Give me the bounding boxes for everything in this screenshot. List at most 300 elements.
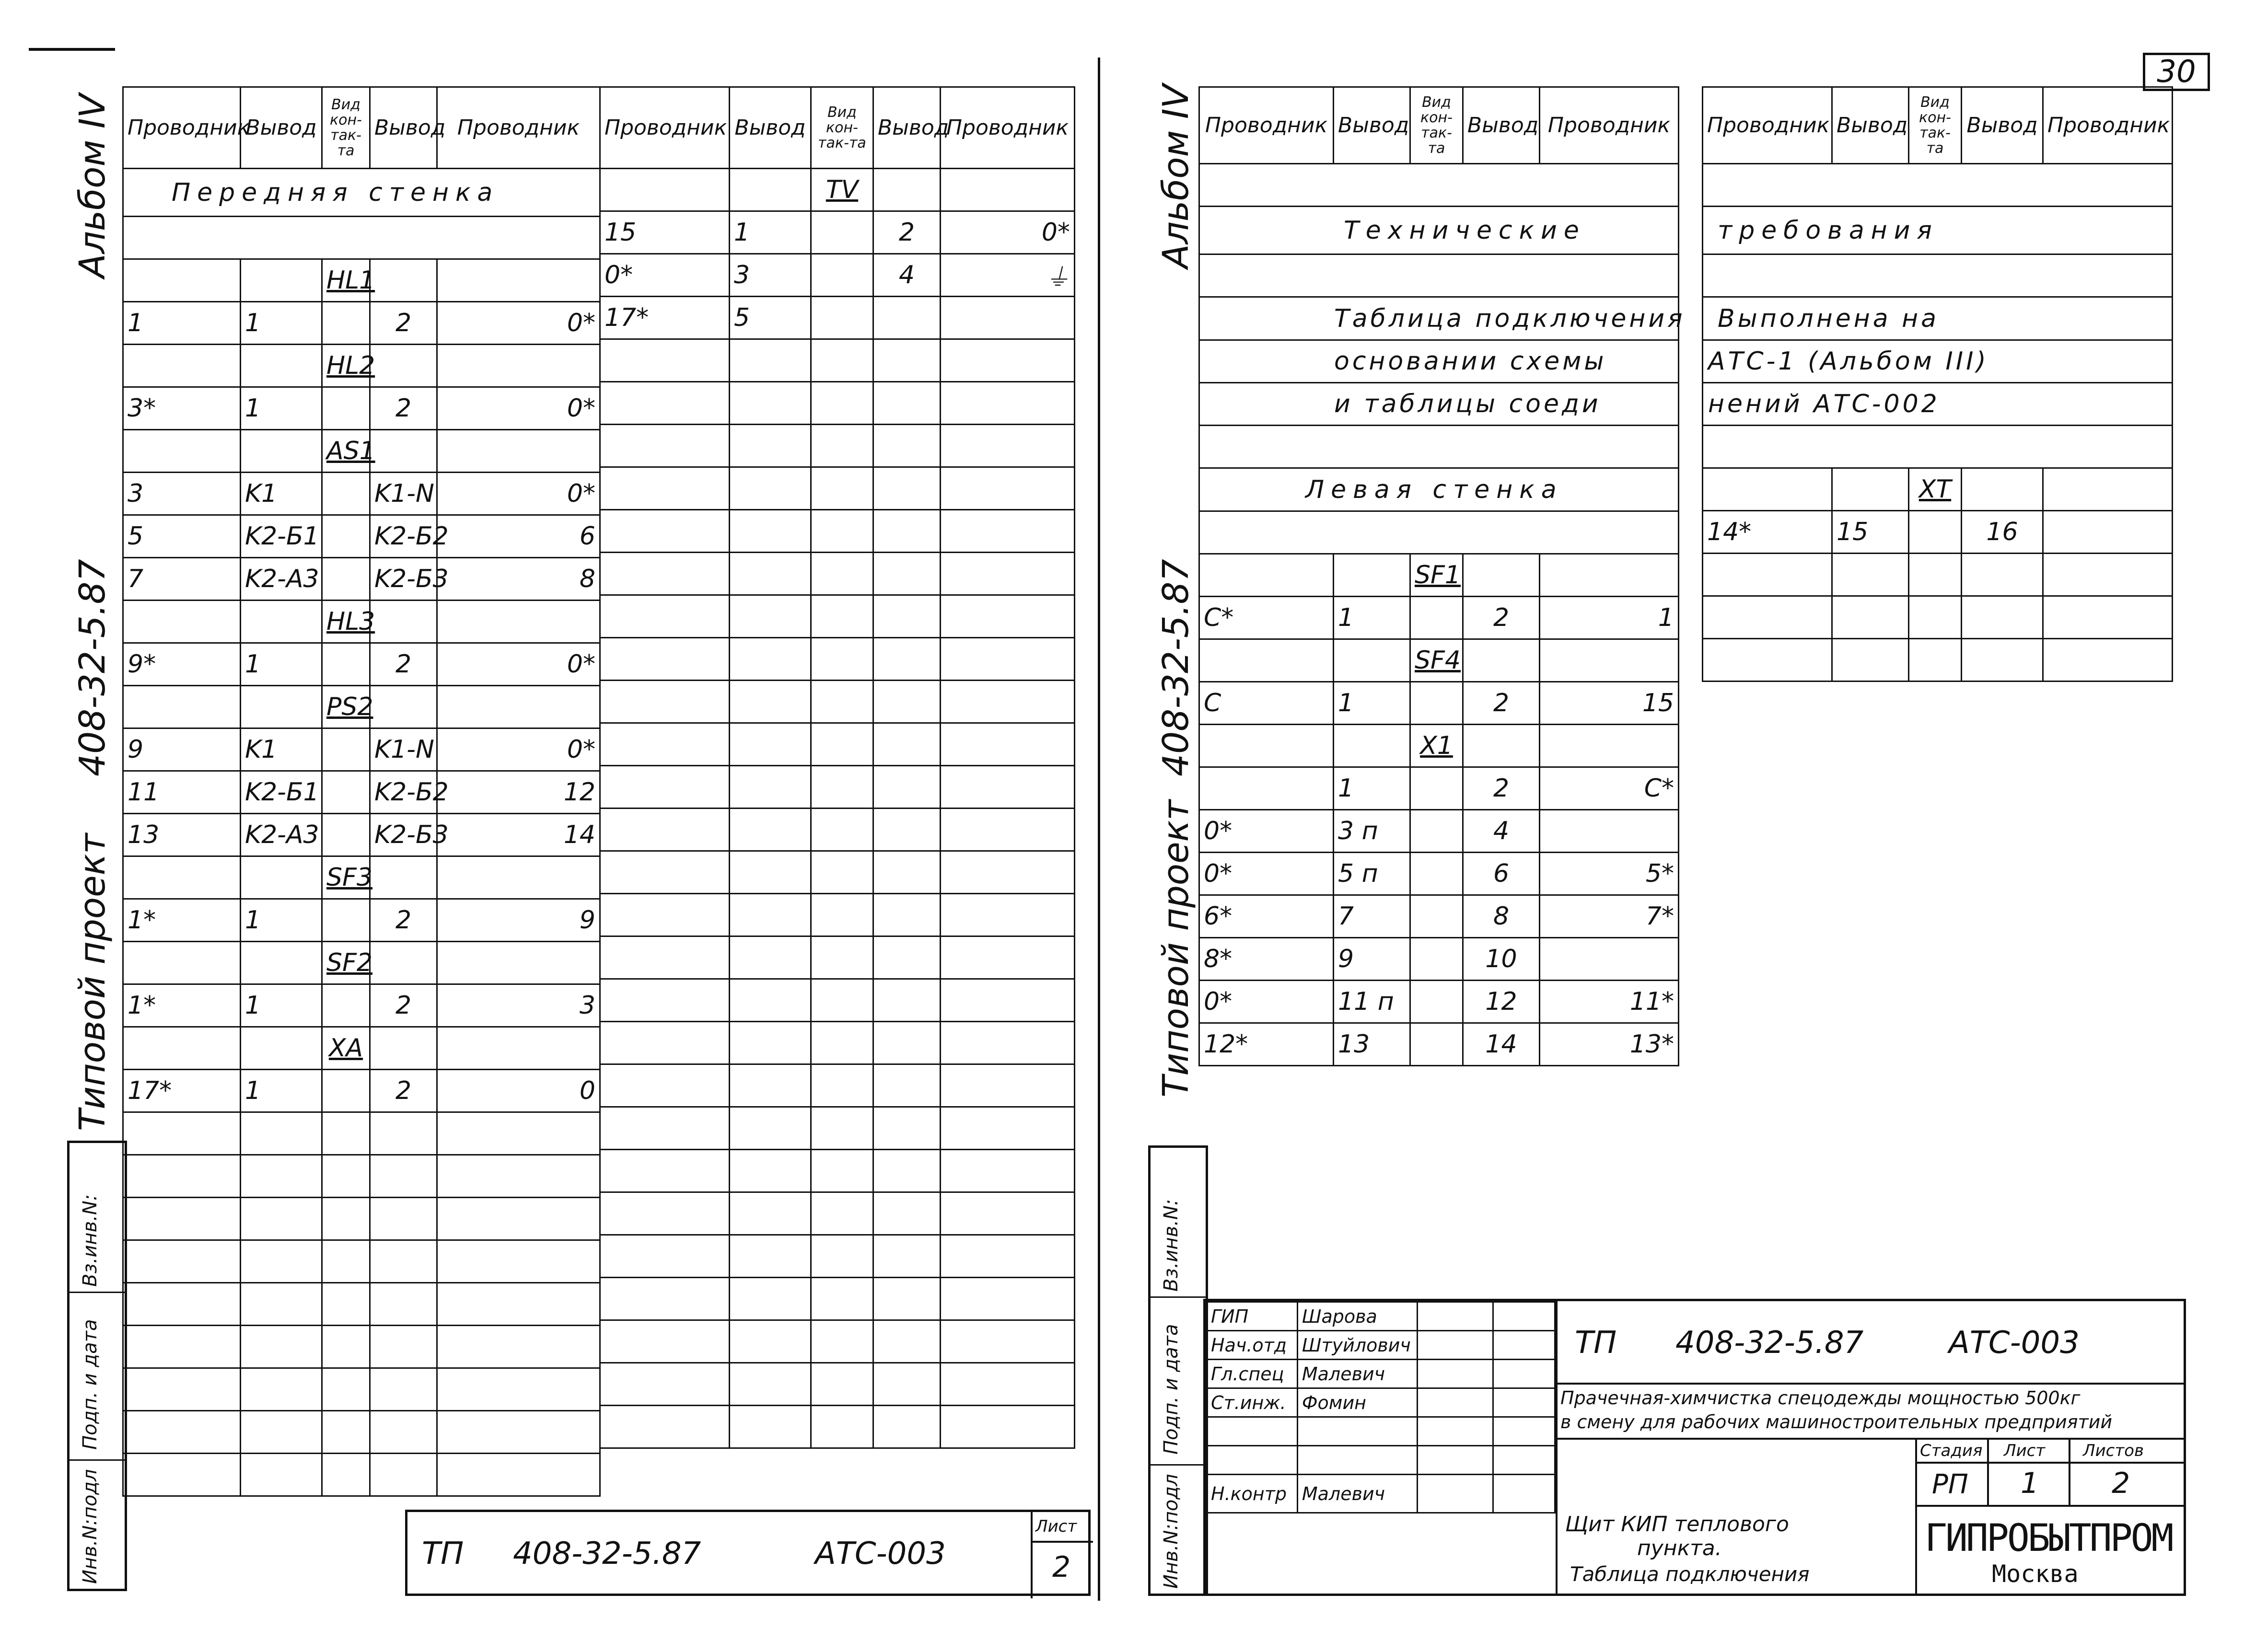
table-row [123,345,600,387]
table-row [1199,938,1679,981]
table-cell: 2 [873,211,941,254]
table-cell: 7* [1540,895,1679,938]
table-cell: K2-A3 [241,558,322,601]
stamp-name [1297,1446,1417,1475]
table-cell: 6 [437,515,600,558]
table-cell [1832,468,1909,511]
table-cell: 9 [437,899,600,942]
right-album-label: Альбом IV [1155,84,1197,268]
table-cell [322,473,370,515]
table-cell [370,686,437,728]
stamp-date [1493,1360,1555,1388]
header-contact: Вид кон-так-та [1909,87,1962,164]
left-album-label: Альбом IV [72,93,113,278]
table-cell: 12 [1463,981,1540,1023]
table-cell: 1 [123,302,241,345]
table-cell [123,1027,241,1070]
table-cell [241,1027,322,1070]
stamp-date [1493,1417,1555,1446]
center-divider [1098,58,1100,1601]
stamp-role: Н.контр [1207,1475,1298,1513]
note-right-2: АТС-1 (Альбом III) [1703,340,2173,383]
table-cell [1410,1023,1463,1066]
header-output: Вывод [370,87,437,169]
table-cell: K2-Б3 [370,558,437,601]
empty-row [600,894,1075,936]
empty-row [1703,596,2173,639]
empty-row [600,766,1075,809]
stamp-people [1206,1301,1556,1513]
table-cell [241,686,322,728]
table-row [123,814,600,856]
stamp-name [1297,1417,1417,1446]
table-cell [1463,725,1540,767]
left-table-2 [599,86,1075,1449]
table-cell [322,302,370,345]
table-cell: 1* [123,984,241,1027]
table-cell: 2 [1463,682,1540,725]
table-cell: HL3 [322,601,370,643]
header-conductor: Проводник [437,87,600,169]
header-conductor: Проводник [1199,87,1334,164]
table-row [1199,981,1679,1023]
table-cell: 17* [600,297,730,339]
table-cell: K2-Б1 [241,771,322,814]
table-cell: 3* [123,387,241,430]
table-cell: 4 [873,254,941,297]
empty-row [600,979,1075,1022]
table-cell: 1 [241,899,322,942]
table-cell: 3 [123,473,241,515]
stamp-date [1493,1475,1555,1513]
table-row [123,1070,600,1112]
right-project-label: Типовой проект [1155,799,1197,1097]
header-output: Вывод [241,87,322,169]
stamp-date [1493,1302,1555,1331]
table-cell: 9 [123,728,241,771]
header-contact: Вид кон-так-та [322,87,370,169]
table-cell [941,297,1075,339]
table-cell [1540,810,1679,853]
table-row [600,254,1075,297]
right-code-label: 408-32-5.87 [1155,559,1197,776]
table-cell [322,643,370,686]
table-cell: 0 [437,1070,600,1112]
table-cell: 8 [437,558,600,601]
table-cell [370,345,437,387]
table-cell: K1 [241,728,322,771]
table-cell: 2 [370,1070,437,1112]
table-cell [370,856,437,899]
header-contact: Вид кон-так-та [1410,87,1463,164]
table-row [123,899,600,942]
stamp-signature [1417,1360,1493,1388]
stamp-tp: ТП [1575,1325,1617,1361]
empty-row [600,1235,1075,1278]
stamp-stage-label: Стадия [1920,1441,1983,1460]
table-cell: 16 [1962,511,2043,554]
table-cell: 5 [730,297,811,339]
table-cell [1334,554,1410,597]
table-cell: HL1 [322,259,370,302]
stamp-name: Фомин [1297,1388,1417,1417]
header-conductor: Проводник [123,87,241,169]
empty-row [123,1155,600,1198]
stamp-org: ГИПРОБЫТПРОМ [1925,1517,2172,1560]
right-title-block [1203,1299,2186,1596]
table-cell [241,942,322,984]
note-line-3: и таблицы соеди [1199,383,1679,426]
table-row [1199,554,1679,597]
table-cell [1199,767,1334,810]
stamp-person-row [1207,1302,1555,1331]
table-cell: 15 [1832,511,1909,554]
stamp-role [1207,1446,1298,1475]
empty-row [600,1107,1075,1150]
note-line-2: основании схемы [1199,340,1679,383]
table-cell [1410,810,1463,853]
table-cell: 1 [1334,682,1410,725]
table-cell [1463,639,1540,682]
left-table-1 [122,86,601,1497]
empty-row [600,1278,1075,1320]
stamp-name: Малевич [1297,1475,1417,1513]
right-table-2 [1702,86,2173,682]
header-output: Вывод [1832,87,1909,164]
empty-row [123,1454,600,1496]
header-output: Вывод [1334,87,1410,164]
table-row [123,984,600,1027]
table-cell: SF4 [1410,639,1463,682]
header-conductor: Проводник [2043,87,2173,164]
empty-row [600,638,1075,681]
table-cell [873,297,941,339]
table-cell: TV [811,169,873,211]
table-cell: K2-Б2 [370,771,437,814]
table-cell [322,558,370,601]
table-cell: 13* [1540,1023,1679,1066]
table-cell [322,1070,370,1112]
table-row [123,856,600,899]
table-cell [322,728,370,771]
stamp-desc-1: Щит КИП теплового [1565,1512,1789,1536]
table-cell: C* [1540,767,1679,810]
empty-row [123,1326,600,1368]
empty-row [600,936,1075,979]
left-margin-label-3: Инв.N:подл [79,1469,101,1584]
table-cell [241,430,322,473]
table-cell [811,254,873,297]
table-row [1703,468,2173,511]
table-cell [437,601,600,643]
stamp-date [1493,1446,1555,1475]
table-cell: K2-Б1 [241,515,322,558]
table-cell: 0* [1199,981,1334,1023]
top-mark [29,48,115,51]
table-row [123,686,600,728]
empty-row [600,681,1075,723]
table-cell: K1-N [370,728,437,771]
table-cell: 2 [370,387,437,430]
table-cell: K1 [241,473,322,515]
table-cell: 14 [437,814,600,856]
table-cell [1410,597,1463,639]
left-stamp [405,1510,1091,1596]
note-right-3: нений АТС-002 [1703,383,2173,426]
header-conductor: Проводник [941,87,1075,169]
right-margin-label-1: Вз.инв.N: [1160,1199,1182,1292]
table-cell [811,211,873,254]
table-cell [437,856,600,899]
header-conductor: Проводник [1703,87,1832,164]
table-cell [1334,639,1410,682]
table-row [600,169,1075,211]
stamp-sheet-label: Лист [2004,1441,2046,1460]
table-row [123,1027,600,1070]
empty-row [600,467,1075,510]
table-cell [1410,981,1463,1023]
table-cell [370,430,437,473]
stamp-role: ГИП [1207,1302,1298,1331]
table-cell: K1-N [370,473,437,515]
table-row [123,515,600,558]
stamp-role: Гл.спец [1207,1360,1298,1388]
table-row [600,211,1075,254]
table-cell: 1 [1334,597,1410,639]
table-cell [1909,511,1962,554]
table-cell: 12 [437,771,600,814]
table-row [1199,895,1679,938]
table-cell [1540,554,1679,597]
table-cell [1410,767,1463,810]
table-cell: 8* [1199,938,1334,981]
table-cell: 1 [241,1070,322,1112]
table-row [1199,1023,1679,1066]
stamp-date [1493,1331,1555,1360]
table-cell: SF3 [322,856,370,899]
table-cell [941,169,1075,211]
table-cell [437,430,600,473]
empty-row [600,382,1075,425]
table-row [1199,853,1679,895]
stamp-sheets-label: Листов [2083,1441,2144,1460]
table-cell [873,169,941,211]
stamp-person-row [1207,1475,1555,1513]
empty-row [1703,554,2173,596]
stamp-person-row [1207,1417,1555,1446]
empty-row [600,510,1075,553]
stamp-name: Штуйлович [1297,1331,1417,1360]
table-row [1199,682,1679,725]
table-cell: X1 [1410,725,1463,767]
left-stamp-sheet: 2 [1052,1550,1071,1584]
table-cell [322,515,370,558]
table-cell: 2 [1463,767,1540,810]
header-contact: Вид кон-так-та [811,87,873,169]
table-cell [1410,682,1463,725]
stamp-title-1: Прачечная-химчистка спецодежды мощностью 500кг [1560,1387,2081,1409]
tech-req-title-2: требования [1703,207,2173,254]
table-cell [123,259,241,302]
table-row [123,302,600,345]
table-cell: 0* [437,473,600,515]
table-cell [370,1027,437,1070]
header-conductor: Проводник [600,87,730,169]
table-cell [1463,554,1540,597]
stamp-role: Нач.отд [1207,1331,1298,1360]
empty-row [600,339,1075,382]
table-cell: 2 [370,643,437,686]
table-cell: 9 [1334,938,1410,981]
table-cell: 0* [437,387,600,430]
table-cell: K2-Б3 [370,814,437,856]
table-cell: 17* [123,1070,241,1112]
table-cell: 5* [1540,853,1679,895]
table-cell: 3 п [1334,810,1410,853]
table-cell: HL2 [322,345,370,387]
table-cell [1410,895,1463,938]
table-cell [1199,554,1334,597]
stamp-doc: АТС-003 [1949,1325,2080,1361]
empty-row [600,1022,1075,1064]
table-cell [241,259,322,302]
right-table-1 [1198,86,1686,1066]
empty-row [600,595,1075,638]
section-title: Передняя стенка [123,169,600,217]
table-row [600,297,1075,339]
table-cell: 1 [241,643,322,686]
table-row [1199,597,1679,639]
empty-row [123,1112,600,1155]
table-cell [123,686,241,728]
table-row [123,643,600,686]
sheet-number: 30 [2157,54,2196,90]
table-cell [322,387,370,430]
table-cell: XT [1909,468,1962,511]
stamp-signature [1417,1475,1493,1513]
table-cell [811,297,873,339]
table-row [1199,639,1679,682]
table-cell [1334,725,1410,767]
table-cell: 14* [1703,511,1832,554]
table-cell: 13 [1334,1023,1410,1066]
stamp-signature [1417,1446,1493,1475]
table-cell: SF2 [322,942,370,984]
stamp-person-row [1207,1331,1555,1360]
table-cell [600,169,730,211]
left-stamp-doc: АТС-003 [815,1536,946,1571]
table-row [123,601,600,643]
stamp-title-2: в смену для рабочих машиностроительных предприятий [1560,1411,2113,1433]
table-cell: 5 [123,515,241,558]
table-cell: 0* [437,302,600,345]
empty-row [600,1192,1075,1235]
table-cell [1199,639,1334,682]
table-row [1199,767,1679,810]
stamp-desc-2: пункта. [1637,1536,1722,1560]
right-margin-label-3: Инв.N:подл [1160,1474,1182,1589]
table-cell [322,771,370,814]
table-cell [370,259,437,302]
table-cell [241,345,322,387]
table-cell: 2 [370,899,437,942]
table-cell: K2-A3 [241,814,322,856]
table-cell [241,601,322,643]
empty-row [600,723,1075,766]
left-margin-strip [67,1141,127,1591]
table-cell [1962,468,2043,511]
table-cell: 3 [437,984,600,1027]
stamp-stage: РП [1932,1469,1968,1500]
left-stamp-tp: ТП [422,1536,464,1571]
table-row [123,558,600,601]
table-cell [322,984,370,1027]
stamp-role [1207,1417,1298,1446]
table-cell [1410,938,1463,981]
empty-row [600,1320,1075,1363]
header-output: Вывод [1463,87,1540,164]
table-cell [322,899,370,942]
table-cell: 4 [1463,810,1540,853]
table-cell: C* [1199,597,1334,639]
table-cell: XA [322,1027,370,1070]
empty-row [600,1363,1075,1406]
left-stamp-code: 408-32-5.87 [513,1536,701,1571]
table-cell [1199,725,1334,767]
stamp-date [1493,1388,1555,1417]
table-cell: 15 [1540,682,1679,725]
empty-row [123,1283,600,1326]
table-row [123,387,600,430]
header-output: Вывод [1962,87,2043,164]
table-cell: 1 [241,387,322,430]
stamp-person-row [1207,1360,1555,1388]
table-row [123,430,600,473]
table-row [123,259,600,302]
right-margin-strip [1148,1145,1208,1596]
table-cell: 0* [600,254,730,297]
stamp-sheets: 2 [2112,1467,2130,1500]
table-cell: 2 [370,302,437,345]
table-cell [241,856,322,899]
stamp-name: Шарова [1297,1302,1417,1331]
right-margin-label-2: Подп. и дата [1160,1324,1182,1455]
table-cell [123,345,241,387]
sheet-number-box [2143,53,2210,91]
table-cell [123,601,241,643]
stamp-person-row [1207,1388,1555,1417]
table-row [1199,810,1679,853]
table-row [123,942,600,984]
table-cell [123,942,241,984]
empty-row [1703,639,2173,682]
table-cell: 15 [600,211,730,254]
stamp-code: 408-32-5.87 [1675,1325,1864,1361]
table-cell: 9* [123,643,241,686]
table-cell: ⏚ [941,254,1075,297]
header-output: Вывод [730,87,811,169]
table-cell: AS1 [322,430,370,473]
table-cell: C [1199,682,1334,725]
note-line-1: Таблица подключения [1199,297,1679,340]
empty-row [600,851,1075,894]
table-cell: 14 [1463,1023,1540,1066]
table-cell [437,686,600,728]
table-cell: 5 п [1334,853,1410,895]
stamp-signature [1417,1302,1493,1331]
table-cell: 0* [941,211,1075,254]
table-cell [437,345,600,387]
